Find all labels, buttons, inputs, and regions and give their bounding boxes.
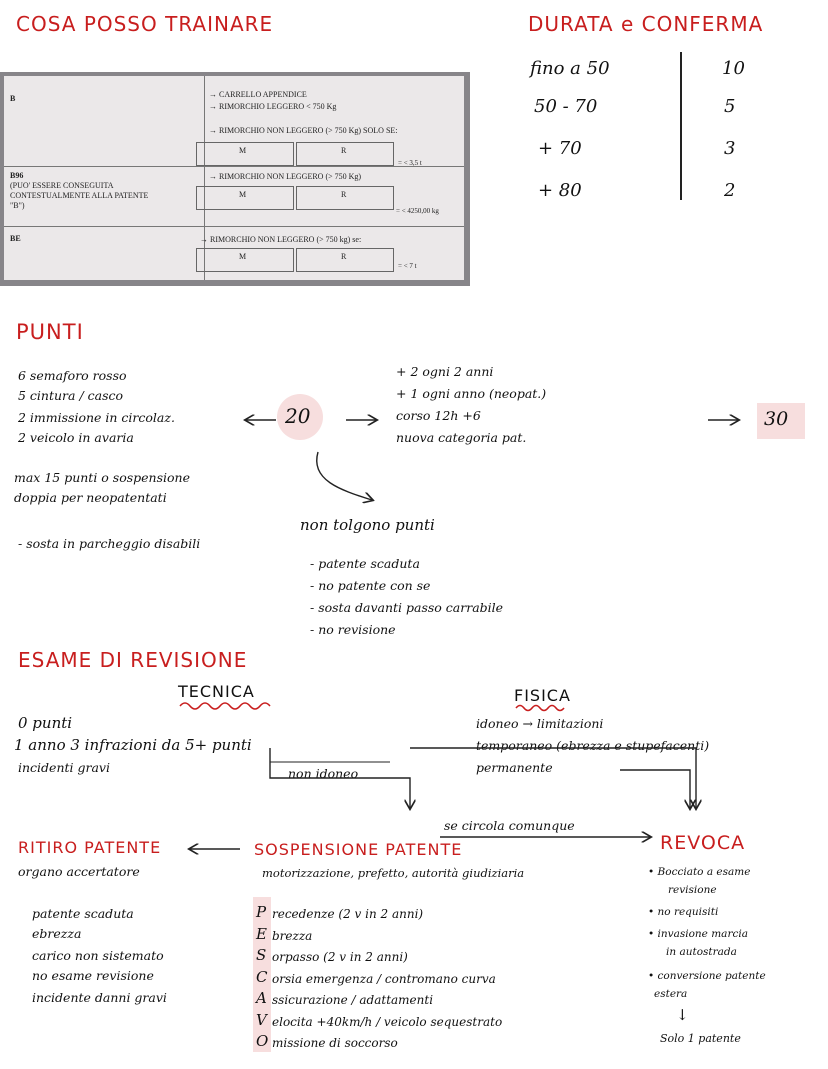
row-b96-desc: CONTESTUALMENTE ALLA PATENTE bbox=[10, 191, 149, 200]
ritiro-subtitle: organo accertatore bbox=[18, 864, 140, 879]
row-be-item: → RIMORCHIO NON LEGGERO (> 750 kg) se: bbox=[200, 235, 362, 244]
sospensione-item: orpasso (2 v in 2 anni) bbox=[272, 950, 408, 964]
non-tolgono-item: - patente scaduta bbox=[310, 556, 420, 571]
non-idoneo-label: non idoneo bbox=[288, 766, 359, 781]
row-be-label: BE bbox=[10, 234, 21, 243]
sospensione-item: missione di soccorso bbox=[272, 1036, 398, 1050]
punti-right-item: corso 12h +6 bbox=[396, 408, 481, 423]
row-b-item: → CARRELLO APPENDICE bbox=[209, 90, 307, 99]
box-m: M bbox=[196, 248, 294, 272]
tecnica-item: 1 anno 3 infrazioni da 5+ punti bbox=[14, 736, 252, 754]
punti-sosta-item: - sosta in parcheggio disabili bbox=[18, 536, 201, 551]
punti-right-item: + 2 ogni 2 anni bbox=[396, 364, 494, 379]
row-b96-desc: "B") bbox=[10, 201, 25, 210]
revoca-arrow: ↓ bbox=[676, 1006, 689, 1024]
punti-left-item: 6 semaforo rosso bbox=[18, 368, 127, 383]
arrow-down-icon bbox=[270, 748, 410, 808]
durata-years: 3 bbox=[724, 138, 736, 159]
revoca-item: revisione bbox=[668, 884, 717, 896]
revoca-solo-uno: Solo 1 patente bbox=[660, 1032, 741, 1045]
box-m: M bbox=[196, 186, 294, 210]
fisica-title: FISICA bbox=[514, 686, 571, 705]
se-circola-label: se circola comunque bbox=[444, 818, 575, 833]
punti-left-item: 5 cintura / casco bbox=[18, 388, 124, 403]
ritiro-item: ebrezza bbox=[32, 926, 82, 941]
row-be-limit: = < 7 t bbox=[398, 262, 417, 270]
box-r: R bbox=[296, 186, 394, 210]
row-b-limit: = < 3,5 t bbox=[398, 159, 422, 167]
peccavo-letter: V bbox=[256, 1010, 267, 1029]
punti-max-text: doppia per neopatentati bbox=[14, 490, 167, 505]
fisica-item: permanente bbox=[476, 760, 553, 775]
title-cosa-posso-trainare: COSA POSSO TRAINARE bbox=[16, 12, 274, 36]
squiggle-underline bbox=[516, 706, 564, 711]
ritiro-title: RITIRO PATENTE bbox=[18, 838, 162, 857]
peccavo-letter: S bbox=[256, 946, 267, 964]
sospensione-item: recedenze (2 v in 2 anni) bbox=[272, 907, 424, 921]
row-b-item: → RIMORCHIO LEGGERO < 750 Kg bbox=[209, 102, 337, 111]
revoca-item: • no requisiti bbox=[648, 906, 719, 918]
punti-title: PUNTI bbox=[16, 320, 84, 344]
tecnica-title: TECNICA bbox=[178, 682, 255, 701]
peccavo-letter: O bbox=[256, 1032, 269, 1050]
non-tolgono-item: - no revisione bbox=[310, 622, 396, 637]
fisica-item: temporaneo (ebrezza e stupefacenti) bbox=[476, 738, 710, 753]
durata-years: 10 bbox=[722, 58, 745, 79]
durata-age: + 70 bbox=[538, 138, 582, 159]
durata-years: 2 bbox=[724, 180, 736, 201]
sospensione-item: brezza bbox=[272, 928, 313, 943]
row-b96-item: → RIMORCHIO NON LEGGERO (> 750 Kg) bbox=[209, 172, 362, 181]
peccavo-letter: P bbox=[256, 903, 267, 921]
sospensione-item: orsia emergenza / contromano curva bbox=[272, 971, 496, 986]
ritiro-item: carico non sistemato bbox=[32, 948, 164, 963]
punti-right-item: + 1 ogni anno (neopat.) bbox=[396, 386, 547, 401]
revoca-item: • invasione marcia bbox=[648, 928, 748, 940]
row-b96-desc: (PUO' ESSERE CONSEGUITA bbox=[10, 181, 114, 190]
title-durata-conferma: DURATA e CONFERMA bbox=[528, 12, 764, 36]
ritiro-item: patente scaduta bbox=[32, 906, 134, 921]
durata-age: + 80 bbox=[538, 180, 582, 201]
punti-left-item: 2 immissione in circolaz. bbox=[18, 410, 175, 425]
durata-age: 50 - 70 bbox=[534, 96, 598, 117]
row-b-label: B bbox=[10, 94, 16, 103]
sospensione-item: ssicurazione / adattamenti bbox=[272, 993, 434, 1007]
revoca-item: in autostrada bbox=[666, 946, 737, 958]
arrow-down-icon bbox=[620, 770, 690, 808]
tecnica-item: 0 punti bbox=[18, 714, 73, 732]
ritiro-item: incidente danni gravi bbox=[32, 990, 167, 1005]
tecnica-item: incidenti gravi bbox=[18, 760, 110, 775]
curved-arrow-icon bbox=[317, 452, 372, 500]
fisica-item: idoneo → limitazioni bbox=[476, 716, 604, 731]
revoca-item: estera bbox=[654, 988, 688, 1000]
peccavo-letter: A bbox=[256, 989, 267, 1007]
sospensione-subtitle: motorizzazione, prefetto, autorità giudiziaria bbox=[262, 866, 525, 880]
punti-right-item: nuova categoria pat. bbox=[396, 430, 527, 445]
durata-years: 5 bbox=[724, 96, 736, 117]
sospensione-item: elocita +40km/h / veicolo sequestrato bbox=[272, 1014, 503, 1029]
sospensione-title: SOSPENSIONE PATENTE bbox=[254, 840, 463, 859]
peccavo-letter: E bbox=[256, 924, 267, 943]
non-tolgono-title: non tolgono punti bbox=[300, 516, 435, 534]
revoca-title: REVOCA bbox=[660, 832, 746, 854]
non-tolgono-item: - sosta davanti passo carrabile bbox=[310, 600, 504, 615]
peccavo-letter: C bbox=[256, 967, 268, 986]
ritiro-item: no esame revisione bbox=[32, 968, 154, 983]
revoca-item: • conversione patente bbox=[648, 970, 766, 982]
punti-final-value: 30 bbox=[764, 408, 789, 430]
esame-title: ESAME DI REVISIONE bbox=[18, 648, 248, 672]
row-b-item: → RIMORCHIO NON LEGGERO (> 750 Kg) SOLO SE: bbox=[209, 126, 398, 135]
box-m: M bbox=[196, 142, 294, 166]
squiggle-underline bbox=[180, 703, 270, 709]
arrow-down-icon bbox=[410, 748, 696, 808]
box-r: R bbox=[296, 142, 394, 166]
punti-center-value: 20 bbox=[285, 404, 311, 428]
non-tolgono-item: - no patente con se bbox=[310, 578, 431, 593]
row-b96-label: B96 bbox=[10, 171, 24, 180]
durata-age: fino a 50 bbox=[530, 58, 610, 79]
box-r: R bbox=[296, 248, 394, 272]
row-b96-limit: = < 4250,00 kg bbox=[396, 207, 439, 215]
revoca-item: • Bocciato a esame bbox=[648, 866, 751, 878]
punti-left-item: 2 veicolo in avaria bbox=[18, 430, 134, 445]
punti-max-text: max 15 punti o sospensione bbox=[14, 470, 190, 485]
